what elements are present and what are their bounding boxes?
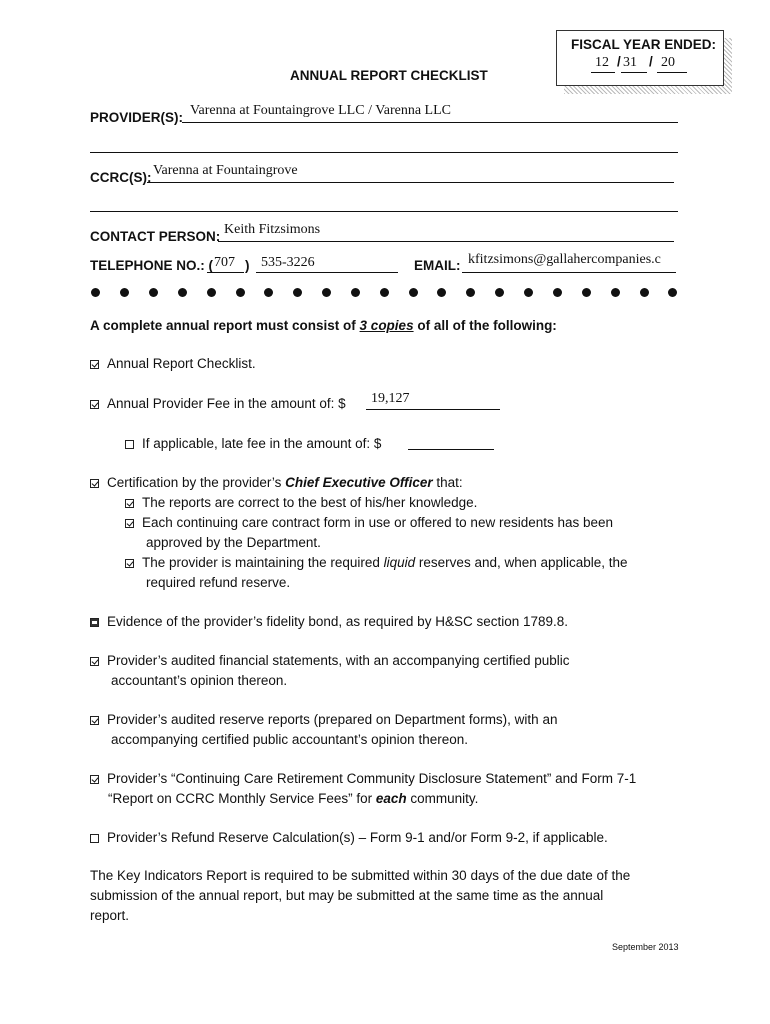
contact-line [218, 241, 674, 242]
fiscal-slash-2: / [649, 54, 653, 69]
divider-dot [380, 288, 389, 297]
fiscal-year-label: FISCAL YEAR ENDED: [571, 37, 717, 52]
item-late-fee [125, 434, 381, 454]
divider-dot [322, 288, 331, 297]
checkbox-checked-icon[interactable] [90, 360, 99, 369]
fiscal-month-line [591, 72, 615, 73]
page-title: ANNUAL REPORT CHECKLIST [290, 68, 488, 83]
telephone-line [256, 272, 398, 273]
item-label: The reports are correct to the best of his/her knowledge. [142, 495, 478, 510]
checkbox-checked-icon[interactable] [90, 716, 99, 725]
divider-dot [91, 288, 100, 297]
telephone-paren-close: ) [245, 258, 250, 273]
divider-dot [611, 288, 620, 297]
email-value[interactable]: kfitzsimons@gallahercompanies.c [468, 252, 661, 267]
divider-dot [495, 288, 504, 297]
fiscal-year[interactable]: 20 [661, 55, 675, 70]
item-label: Annual Report Checklist. [107, 356, 256, 371]
key-indicators-line1: The Key Indicators Report is required to be submitted within 30 days of the due date of the [90, 868, 631, 883]
item-provider-fee [90, 394, 346, 414]
divider-dot [351, 288, 360, 297]
provider-value[interactable]: Varenna at Fountaingrove LLC / Varenna LLC [190, 103, 452, 118]
fiscal-year-box [556, 30, 724, 86]
checkbox-checked-icon[interactable] [125, 519, 134, 528]
fee-line [366, 409, 500, 410]
fee-value[interactable]: 19,127 [371, 391, 410, 406]
checkbox-empty-icon[interactable] [90, 834, 99, 843]
item-annual-report-checklist [90, 354, 256, 374]
telephone-label: TELEPHONE NO.: ( [90, 258, 214, 273]
telephone-area-code[interactable]: 707 [214, 255, 235, 270]
divider-dot [466, 288, 475, 297]
item-refund-reserve [90, 828, 608, 848]
key-indicators-line2: submission of the annual report, but may be submitted at the same time as the annual [90, 888, 604, 903]
divider-dot [120, 288, 129, 297]
telephone-value[interactable]: 535-3226 [261, 255, 315, 270]
provider-line [182, 122, 678, 123]
ccrc-value[interactable]: Varenna at Fountaingrove [153, 163, 298, 178]
item-label: Each continuing care contract form in use or offered to new residents has been [142, 515, 614, 530]
item-label: Evidence of the provider’s fidelity bond, as required by H&SC section 1789.8. [107, 614, 569, 629]
fiscal-slash-1: / [617, 54, 621, 69]
fiscal-month[interactable]: 12 [595, 55, 609, 70]
item-disclosure-statement [90, 769, 636, 789]
intro-copies: 3 copies [359, 318, 414, 333]
cert-after: that: [432, 475, 463, 490]
provider-line-2 [90, 152, 678, 153]
divider-dot [437, 288, 446, 297]
fiscal-year-line [657, 72, 687, 73]
ccrc-label: CCRC(S): [90, 170, 152, 185]
item-label: Annual Provider Fee in the amount of: $ [107, 396, 346, 411]
ccrc-line-2 [90, 211, 678, 212]
disclosure-after: community. [406, 791, 479, 806]
divider-dot [582, 288, 591, 297]
contact-label: CONTACT PERSON: [90, 229, 221, 244]
checkbox-checked-icon[interactable] [125, 559, 134, 568]
item-cert-reserves [125, 553, 628, 573]
provider-label: PROVIDER(S): [90, 110, 184, 125]
cert-contracts-line2: approved by the Department. [146, 535, 321, 550]
area-code-line [207, 272, 244, 273]
item-fidelity-bond [90, 612, 568, 632]
divider-dot [236, 288, 245, 297]
fiscal-day[interactable]: 31 [623, 55, 637, 70]
item-label: Provider’s “Continuing Care Retirement Community Disclosure Statement” and Form 7-1 [107, 771, 637, 786]
item-label: If applicable, late fee in the amount of: $ [142, 436, 382, 451]
checkbox-checked-icon[interactable] [90, 657, 99, 666]
intro-after: of all of the following: [413, 318, 557, 333]
item-cert-correct [125, 493, 477, 513]
reserve-line2: accompanying certified public accountant’s opinion thereon. [111, 732, 468, 747]
checkbox-checked-icon[interactable] [90, 775, 99, 784]
divider-dot [553, 288, 562, 297]
checkbox-filled-icon[interactable] [90, 618, 99, 627]
divider-dot [668, 288, 677, 297]
disclosure-line2 [108, 789, 478, 809]
divider-dot [293, 288, 302, 297]
key-indicators-line3: report. [90, 908, 130, 923]
divider-dot [264, 288, 273, 297]
cert-reserves-line2: required refund reserve. [146, 575, 291, 590]
cert-reserves-after: reserves and, when applicable, the [415, 555, 628, 570]
checkbox-empty-icon[interactable] [125, 440, 134, 449]
checkbox-checked-icon[interactable] [90, 479, 99, 488]
divider-dot [149, 288, 158, 297]
email-line [462, 272, 676, 273]
footer-date: September 2013 [612, 942, 679, 952]
fiscal-day-line [621, 72, 647, 73]
item-audited-financials [90, 651, 570, 671]
late-fee-line [408, 449, 494, 450]
item-label: Provider’s audited financial statements, with an accompanying certified public [107, 653, 570, 668]
disclosure-before: “Report on CCRC Monthly Service Fees” for [108, 791, 376, 806]
cert-reserves-before: The provider is maintaining the required [142, 555, 384, 570]
intro-text [90, 318, 557, 333]
item-certification [90, 473, 463, 493]
item-cert-contracts [125, 513, 613, 533]
cert-before: Certification by the provider’s [107, 475, 286, 490]
intro-before: A complete annual report must consist of [90, 318, 360, 333]
item-label: Provider’s audited reserve reports (prepared on Department forms), with an [107, 712, 558, 727]
ccrc-line [147, 182, 674, 183]
contact-value[interactable]: Keith Fitzsimons [224, 222, 321, 237]
divider-dot [409, 288, 418, 297]
divider-dot [178, 288, 187, 297]
email-label: EMAIL: [414, 258, 461, 273]
checkbox-checked-icon[interactable] [90, 400, 99, 409]
cert-ceo: Chief Executive Officer [285, 475, 433, 490]
divider-dot [640, 288, 649, 297]
disclosure-each: each [375, 791, 407, 806]
divider-dot [524, 288, 533, 297]
item-label: Provider’s Refund Reserve Calculation(s) – Form 9-1 and/or Form 9-2, if applicable. [107, 830, 608, 845]
item-reserve-reports [90, 710, 557, 730]
checkbox-checked-icon[interactable] [125, 499, 134, 508]
cert-reserves-liquid: liquid [383, 555, 416, 570]
divider-dot [207, 288, 216, 297]
audited-line2: accountant’s opinion thereon. [111, 673, 288, 688]
